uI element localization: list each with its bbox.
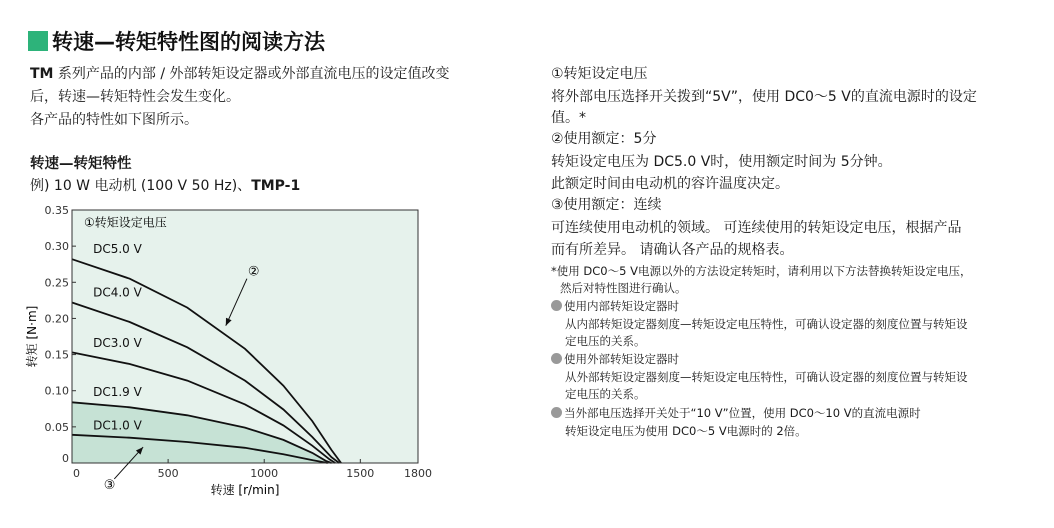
y-tick-label: 0.10 — [44, 384, 69, 398]
y-tick-label: 0 — [62, 452, 69, 465]
callout-2-label: ② — [247, 264, 260, 280]
chart-example-prefix: 例) 10 W 电动机 (100 V 50 Hz)、 — [30, 178, 252, 194]
intro-line-3: 各产品的特性如下图所示。 — [30, 112, 198, 128]
callout-3-label: ③ — [103, 478, 116, 494]
series-label-4: DC1.9 V — [93, 385, 142, 400]
bullet-3-text-1: 当外部电压选择开关处于“10 V”位置，使用 DC0～10 V的直流电源时 — [564, 406, 921, 420]
bullet-2-title-row — [551, 351, 679, 368]
bullet-2-title: 使用外部转矩设定器时 — [564, 352, 679, 366]
x-tick-label: 0 — [73, 467, 80, 480]
bullet-3-row — [551, 405, 921, 422]
y-tick-label: 0.25 — [44, 276, 69, 290]
chart-heading: 转速—转矩特性 — [30, 156, 132, 172]
x-tick-label: 1000 — [250, 467, 279, 480]
page-title — [28, 28, 325, 54]
item-2-text-2: 此额定时间由电动机的容许温度决定。 — [551, 176, 789, 192]
y-tick-label: 0.35 — [44, 204, 69, 217]
intro-line-2: 后，转速—转矩特性会发生变化。 — [30, 89, 240, 105]
bullet-2-icon — [551, 353, 562, 364]
chart-annotation-title: ①转矩设定电压 — [84, 215, 167, 230]
x-axis-label: 转速 [r/min] — [210, 483, 280, 497]
bullet-2-text-2: 定电压的关系。 — [565, 387, 646, 401]
bullet-2-text-1: 从外部转矩设定器刻度—转矩设定电压特性，可确认设定器的刻度位置与转矩设 — [565, 370, 968, 384]
y-tick-label: 0.15 — [44, 348, 69, 362]
intro-product-code: TM — [30, 66, 54, 82]
intro-line-1 — [30, 64, 450, 84]
x-tick-label: 1500 — [346, 467, 375, 480]
y-tick-label: 0.20 — [44, 312, 69, 326]
note-line-1: *使用 DC0～5 V电源以外的方法设定转矩时，请利用以下方法替换转矩设定电压， — [551, 264, 972, 278]
title-text: 转速—转矩特性图的阅读方法 — [52, 30, 325, 54]
torque-speed-chart — [22, 200, 492, 505]
series-label-2: DC4.0 V — [93, 285, 142, 300]
series-label-5: DC1.0 V — [93, 418, 142, 433]
item-1-text-1: 将外部电压选择开关拨到“5V”，使用 DC0～5 V的直流电源时的设定 — [551, 89, 977, 105]
y-tick-label: 0.30 — [44, 240, 69, 254]
y-tick-label: 0.05 — [44, 420, 69, 434]
x-tick-label: 1800 — [404, 467, 432, 480]
bullet-1-icon — [551, 300, 562, 311]
title-square-icon — [28, 31, 48, 51]
item-1-text-2: 值。* — [551, 110, 586, 126]
bullet-3-icon — [551, 407, 562, 418]
series-label-1: DC5.0 V — [93, 242, 142, 256]
chart-example — [30, 176, 300, 196]
bullet-1-text-2: 定电压的关系。 — [565, 334, 646, 348]
item-2-text-1: 转矩设定电压为 DC5.0 V时，使用额定时间为 5分钟。 — [551, 154, 892, 170]
item-3-text-2: 而有所差异。 请确认各产品的规格表。 — [551, 242, 794, 258]
chart-example-model: TMP-1 — [251, 178, 301, 194]
series-label-3: DC3.0 V — [93, 336, 142, 350]
x-tick-label: 500 — [157, 467, 179, 480]
item-3-title: ③使用额定：连续 — [551, 197, 662, 213]
intro-line-1-text: 系列产品的内部 / 外部转矩设定器或外部直流电压的设定值改变 — [53, 66, 450, 82]
item-2-title: ②使用额定：5分 — [551, 131, 657, 147]
item-3-text-1: 可连续使用电动机的领域。 可连续使用的转矩设定电压，根据产品 — [551, 220, 962, 236]
bullet-1-title-row — [551, 298, 679, 315]
bullet-3-text-2: 转矩设定电压为使用 DC0～5 V电源时的 2倍。 — [565, 424, 807, 438]
bullet-1-text-1: 从内部转矩设定器刻度—转矩设定电压特性，可确认设定器的刻度位置与转矩设 — [565, 317, 968, 331]
item-1-title: ①转矩设定电压 — [551, 66, 648, 82]
bullet-1-title: 使用内部转矩设定器时 — [564, 299, 679, 313]
note-line-2: 然后对特性图进行确认。 — [560, 281, 687, 295]
y-axis-label: 转矩 [N·m] — [25, 305, 39, 368]
